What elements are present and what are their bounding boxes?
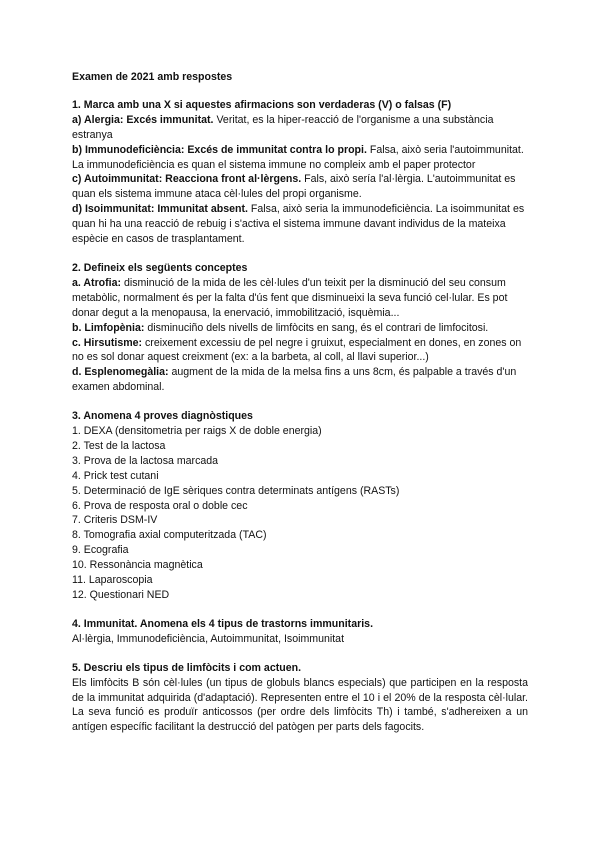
- definition-term: d. Esplenomegàlia:: [72, 366, 169, 379]
- list-item: 11. Laparoscopia: [72, 574, 153, 587]
- answer-item: [72, 202, 528, 247]
- list-item: 8. Tomografia axial computeritzada (TAC): [72, 529, 267, 542]
- question-1-heading: 1. Marca amb una X si aquestes afirmacions son verdaderas (V) o falsas (F): [72, 98, 452, 111]
- question-4-heading: 4. Immunitat. Anomena els 4 tipus de trastorns immunitaris.: [72, 617, 374, 630]
- question-3: [72, 409, 528, 603]
- definition-term: c. Hirsutisme:: [72, 336, 143, 349]
- list-item: 5. Determinació de IgE sèriques contra determinats antígens (RASTs): [72, 484, 400, 497]
- question-2: [72, 261, 528, 395]
- definition-item: [72, 321, 528, 336]
- answer-text: Falsa, això seria l'autoimmunitat. La immunodeficiència es quan el sistema immune no compleix amb el paper protector: [72, 143, 524, 171]
- question-5-answer: Els limfòcits B són cèl·lules (un tipus de globuls blancs especials) que participen en la resposta de la immunitat adquirida (d'adaptació). Representen entre el 10 i el 20% de la resposta cèl·lular. La seva funció es produïr anticossos (per ordre dels limfòcits Th) i també, s'adhereixen a un antígen específic facilitant la destrucció del patògen per parts dels fagocits.: [72, 676, 528, 734]
- definition-item: [72, 276, 528, 321]
- answer-text: Fals, això sería l'al·lèrgia. L'autoimmunitat es quan els sistema immune ataca cèl·lules del propi organisme.: [72, 173, 516, 201]
- answer-label: d) Isoimmunitat: Immunitat absent.: [72, 203, 248, 216]
- question-2-heading: 2. Defineix els següents conceptes: [72, 261, 248, 274]
- answer-label: a) Alergia: Excés immunitat.: [72, 113, 214, 126]
- definition-item: [72, 365, 528, 395]
- answer-text: Falsa, això seria la immunodeficiència. La isoimmunitat es quan hi ha una reacció de rebuig i s'activa el sistema immune davant individus de la mateixa espècie en casos de trasplantament.: [72, 203, 525, 246]
- answer-label: c) Autoimmunitat: Reacciona front al·lèrgens.: [72, 173, 302, 186]
- list-item: 9. Ecografia: [72, 544, 129, 557]
- definition-item: [72, 336, 528, 366]
- list-item: 3. Prova de la lactosa marcada: [72, 454, 219, 467]
- question-5: [72, 661, 528, 736]
- question-5-heading: 5. Descriu els tipus de limfòcits i com actuen.: [72, 661, 302, 674]
- definition-text: augment de la mida de la melsa fins a uns 8cm, és palpable a través d'un examen abdominal.: [72, 366, 517, 394]
- answer-label: b) Immunodeficiència: Excés de immunitat contra lo propi.: [72, 143, 367, 156]
- document-title: Examen de 2021 amb respostes: [72, 71, 233, 83]
- list-item: 2. Test de la lactosa: [72, 439, 166, 452]
- question-1: [72, 98, 528, 247]
- answer-text: Veritat, es la hiper-reacció de l'organisme a una substància estranya: [72, 113, 494, 141]
- definition-text: disminuciño dels nivells de limfòcits en sang, és el contrari de limfocitosi.: [144, 321, 489, 334]
- answer-item: [72, 143, 528, 173]
- list-item: 4. Prick test cutani: [72, 469, 159, 482]
- list-item: 10. Ressonància magnètica: [72, 559, 203, 572]
- list-item: 12. Questionari NED: [72, 589, 170, 601]
- answer-item: [72, 113, 528, 143]
- list-item: 6. Prova de resposta oral o doble cec: [72, 499, 248, 512]
- answer-item: [72, 172, 528, 202]
- document-page: [72, 70, 528, 749]
- definition-term: b. Limfopènia:: [72, 321, 145, 334]
- list-item: 1. DEXA (densitometria per raigs X de doble energia): [72, 425, 322, 438]
- definition-term: a. Atrofia:: [72, 276, 122, 289]
- question-4: [72, 617, 528, 647]
- question-3-heading: 3. Anomena 4 proves diagnòstiques: [72, 410, 253, 423]
- definition-text: creixement excessiu de pel negre i gruixut, especialment en dones, en zones on no es sol donar aquest creixment (ex: a la barbeta, al coll, al llavi superior...): [72, 336, 522, 364]
- question-4-answer: Al·lèrgia, Immunodeficiència, Autoimmunitat, Isoimmunitat: [72, 632, 345, 645]
- list-item: 7. Criteris DSM-IV: [72, 514, 158, 527]
- definition-text: disminució de la mida de les cèl·lules d'un teixit per la disminució del seu consum metabòlic, normalment és per la falta d'ús fent que disminueixi la seva funció cel·lular. Es pot donar degut a la menopausa, la enervació, immobilització, isquèmia...: [72, 276, 508, 319]
